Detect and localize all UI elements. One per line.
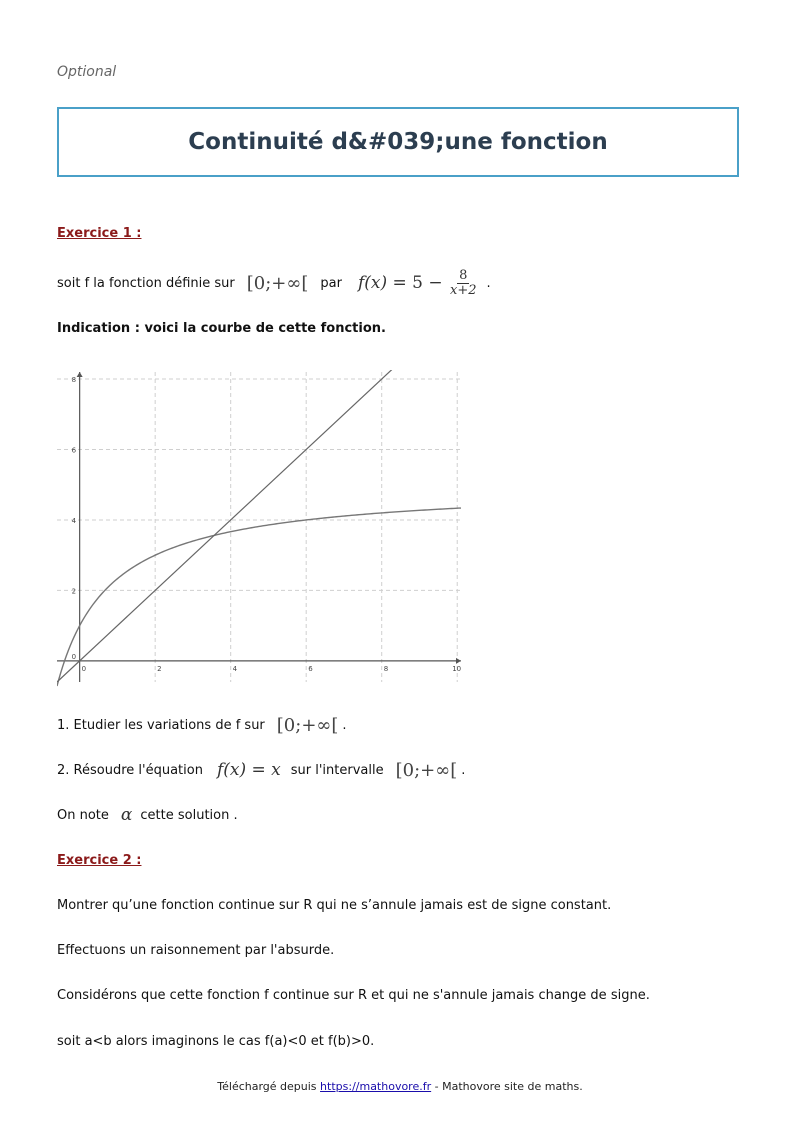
x-tick-label: 8 [383,664,389,673]
intro-dot: . [486,275,491,291]
x-tick-label: 2 [157,664,162,673]
exercise-1-intro [57,268,491,298]
x-tick-label: 10 [452,664,462,673]
question-2-text: 2. Résoudre l'équation [57,762,203,778]
page-title: Continuité d&#039;une fonction [188,129,608,155]
exercise-2-heading: Exercice 2 : [57,853,142,868]
x-tick-label: 4 [232,664,238,673]
question-1 [57,712,347,738]
question-1-text: 1. Etudier les variations de f sur [57,717,265,733]
fraction-numerator: 8 [459,267,468,283]
curve-f [57,508,461,686]
question-2-interval: [0;+∞[ [395,759,458,781]
exercise-2-p4: soit a<b alors imaginons le cas f(a)<0 et f(b)>0. [57,1034,375,1049]
tick-labels [72,376,461,673]
question-2 [57,757,465,783]
alpha-symbol: α [120,805,133,825]
equation-math: f(x) = x [216,760,281,780]
question-1-dot: . [342,717,347,733]
footer-pre: Téléchargé depuis [217,1080,317,1093]
x-axis-arrow [456,658,461,664]
question-1-interval: [0;+∞[ [276,714,339,736]
footer-link[interactable]: https://mathovore.fr [320,1080,432,1093]
y-tick-label: 0 [71,652,77,661]
x-tick-label: 6 [308,664,313,673]
question-2-dot: . [461,762,466,778]
par-text: par [320,275,342,291]
x-tick-label: 0 [81,664,87,673]
interval-math: [0;+∞[ [246,272,309,294]
footer-post: - Mathovore site de maths. [434,1080,583,1093]
fraction [448,269,479,298]
indication: Indication : voici la courbe de cette fonction. [57,321,386,336]
title-box [57,107,739,177]
curves [57,370,461,686]
intro-text: soit f la fonction définie sur [57,275,235,291]
y-tick-label: 8 [71,376,77,385]
f-lhs: f(x) [357,272,388,293]
question-2-mid: sur l'intervalle [290,762,384,778]
y-tick-label: 4 [71,516,77,525]
fraction-denominator: x+2 [450,282,477,298]
f-rhs: = 5 − [392,272,443,293]
footer [0,1080,800,1093]
exercise-2-p1: Montrer qu’une fonction continue sur R qui ne s’annule jamais est de signe constant. [57,898,612,913]
optional-label: Optional [57,64,117,80]
y-tick-label: 2 [71,587,77,596]
exercise-2-p2: Effectuons un raisonnement par l'absurde. [57,943,335,958]
function-definition [358,269,479,298]
function-graph [57,370,467,688]
exercise-1-heading: Exercice 1 : [57,226,142,241]
note-line [57,802,238,828]
exercise-2-p3: Considérons que cette fonction f continue sur R et qui ne s'annule jamais change de signe. [57,988,650,1003]
y-tick-label: 6 [71,446,77,455]
y-axis-arrow [77,372,83,377]
note-post: cette solution . [140,807,238,823]
line-y-equals-x [57,370,397,682]
note-text: On note [57,807,109,823]
